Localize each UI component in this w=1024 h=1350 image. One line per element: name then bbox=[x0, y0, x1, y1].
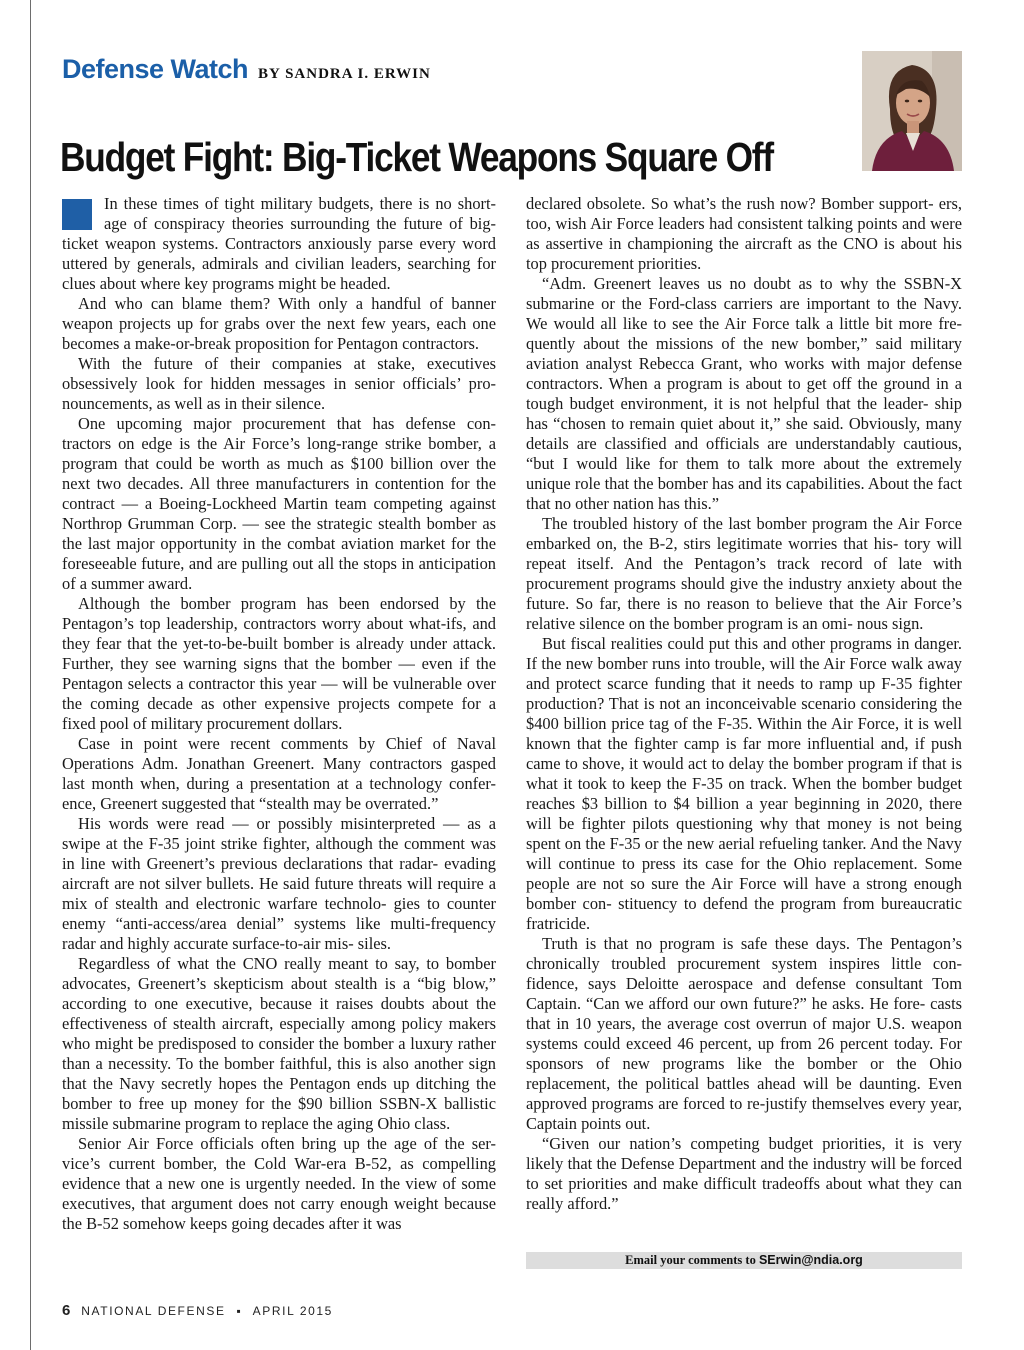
page-footer bbox=[62, 1302, 333, 1319]
article-paragraph: Case in point were recent comments by Chief of Naval Operations Adm. Jonathan Greenert. Many contractors gasped last month when, during a presentation at a technology confer- ence, Greenert suggested that “stealth may be overrated.” bbox=[62, 734, 496, 813]
article-paragraph: Regardless of what the CNO really meant to say, to bomber advocates, Greenert’s skepticism about stealth is a “big blow,” according to one executive, because it raises doubts about the effectiveness of stealth aircraft, especially among policy makers who might be predisposed to consider the bomber a luxury rather than a necessity. To the bomber faithful, this is also another sign that the Navy secretly hopes the Pentagon ends up ditching the bomber to free up money for the $90 billion SSBN-X ballistic missile submarine program to replace the aging Ohio class. bbox=[62, 954, 496, 1133]
headline: Budget Fight: Big-Ticket Weapons Square Off bbox=[60, 134, 773, 180]
article-paragraph: But fiscal realities could put this and other programs in danger. If the new bomber runs into trouble, will the Air Force walk away and protect scarce funding that it needs to ramp up F-35 fighter production? That is not an inconceivable scenario considering the $400 billion price tag of the F-35. Within the Air Force, it is well known that the fighter camp is far more influential and, if push came to shove, it would act to delay the bomber program if that is what it took to keep the F-35 on track. When the bomber budget reaches $3 billion to $4 billion a year beginning in 2020, there will be fighter pilots questioning why that money is not being spent on the F-35 or the new aerial refueling tanker. And the Navy will continue to press its case for the Ohio replacement. Some people are not so sure the Air Force will have a strong enough bomber con- stituency to defend the program from bureaucratic fratricide. bbox=[526, 634, 962, 933]
article-paragraph: One upcoming major procurement that has defense con- tractors on edge is the Air Force’s long-range strike bomber, a program that could be worth as much as $100 billion over the next two decades. All three manufacturers in contention for the contract — a Boeing-Lockheed Martin team competing against Northrop Grumman Corp. — see the strategic stealth bomber as the last major opportunity in the combat aviation market for the foreseeable future, and are pulling out all the stops in anticipation of a summer award. bbox=[62, 414, 496, 593]
column-title: Defense Watch bbox=[62, 54, 249, 84]
page-number: 6 bbox=[62, 1302, 71, 1319]
article-paragraph: Senior Air Force officials often bring up the age of the ser- vice’s current bomber, the Cold War-era B-52, as compelling evidence that a new one is urgently needed. In the view of some executives, that argument does not carry enough weight because the B-52 somehow keeps going decades after it was bbox=[62, 1134, 496, 1233]
article-paragraph: Truth is that no program is safe these days. The Pentagon’s chronically troubled procurement system inspires little con- fidence, says Deloitte aerospace and defense consultant Tom Captain. “Can we afford our own future?” he asks. He fore- casts that in 10 years, the average cost overrun of major U.S. weapon systems could exceed 46 percent, up from 26 percent today. For sponsors of new programs like the bomber or the Ohio replacement, the political battles ahead will be daunting. Even approved programs are forced to re-justify themselves every year, Captain points out. bbox=[526, 934, 962, 1133]
article-column-right bbox=[526, 194, 962, 1234]
article-paragraph: declared obsolete. So what’s the rush now? Bomber support- ers, too, wish Air Force leaders had consistent talking points and were as assertive in championing the aircraft as the CNO is about his top procurement priorities. bbox=[526, 194, 962, 273]
article-paragraph: In these times of tight military budgets, there is no short- age of conspiracy theories surrounding the future of big-ticket weapon systems. Contractors anxiously parse every word uttered by generals, admirals and civilian leaders, searching for clues about where key programs might be headed. bbox=[62, 194, 496, 293]
email-prefix: Email your comments to bbox=[625, 1253, 756, 1267]
article-paragraph: “Adm. Greenert leaves us no doubt as to why the SSBN-X submarine or the Ford-class carriers are important to the Navy. We would all like to see the Air Force talk a little bit more fre- quently about the missions of the new bomber,” said military aviation analyst Rebecca Grant, who works with major defense contractors. When a program is about to get off the ground in a tough budget environment, it is not helpful that the leader- ship has “chosen to remain quiet about it,” she said. Obviously, many details are classified and officials are understandably cautious, “but I would like for them to talk more about the extremely unique role that the bomber has and its capabilities. About the fact that no other nation has this.” bbox=[526, 274, 962, 513]
article-paragraph: His words were read — or possibly misinterpreted — as a swipe at the F-35 joint strike fighter, although the comment was in line with Greenert’s previous declarations that radar- evading aircraft are not silver bullets. He said future threats will require a mix of stealth and electronic warfare technolo- gies to counter enemy “anti-access/area denial” systems like multi-frequency radar and highly accurate surface-to-air mis- siles. bbox=[62, 814, 496, 953]
article-paragraph: Although the bomber program has been endorsed by the Pentagon’s top leadership, contractors worry about what-ifs, and they fear that the yet-to-be-built bomber is already under attack. Further, they see warning signs that the bomber — even if the Pentagon selects a contractor this year — will be vulnerable over the coming decade as other expensive projects compete for a fixed pool of military procurement dollars. bbox=[62, 594, 496, 733]
article-paragraph: With the future of their companies at stake, executives obsessively look for hidden messages in senior officials’ pro- nouncements, as well as in their silence. bbox=[62, 354, 496, 413]
footer-separator: ▪ bbox=[236, 1304, 243, 1318]
article-column-left bbox=[62, 194, 496, 1274]
email-comments-bar bbox=[526, 1252, 962, 1269]
email-address-link[interactable]: SErwin@ndia.org bbox=[758, 1253, 863, 1267]
byline: BY SANDRA I. ERWIN bbox=[258, 66, 431, 82]
article-paragraph: The troubled history of the last bomber program the Air Force embarked on, the B-2, stirs legitimate worries that his- tory will repeat itself. And the Pentagon’s track record of late with procurement programs should give the industry anxiety about the future. So far, there is no reason to believe that the Air Force’s relative silence on the bomber program is an omi- nous sign. bbox=[526, 514, 962, 633]
author-photo bbox=[862, 51, 962, 171]
column-header bbox=[62, 54, 431, 85]
page-edge-rule bbox=[30, 0, 31, 1350]
issue-date: APRIL 2015 bbox=[252, 1304, 333, 1318]
article-paragraph: “Given our nation’s competing budget priorities, it is very likely that the Defense Department and the industry will be forced to set priorities and make difficult tradeoffs about what they can really afford.” bbox=[526, 1134, 962, 1213]
article-paragraph: And who can blame them? With only a handful of banner weapon projects up for grabs over the next few years, each one becomes a make-or-break proposition for Pentagon contractors. bbox=[62, 294, 496, 353]
drop-cap-square bbox=[62, 199, 92, 230]
publication-name: NATIONAL DEFENSE bbox=[81, 1304, 226, 1318]
